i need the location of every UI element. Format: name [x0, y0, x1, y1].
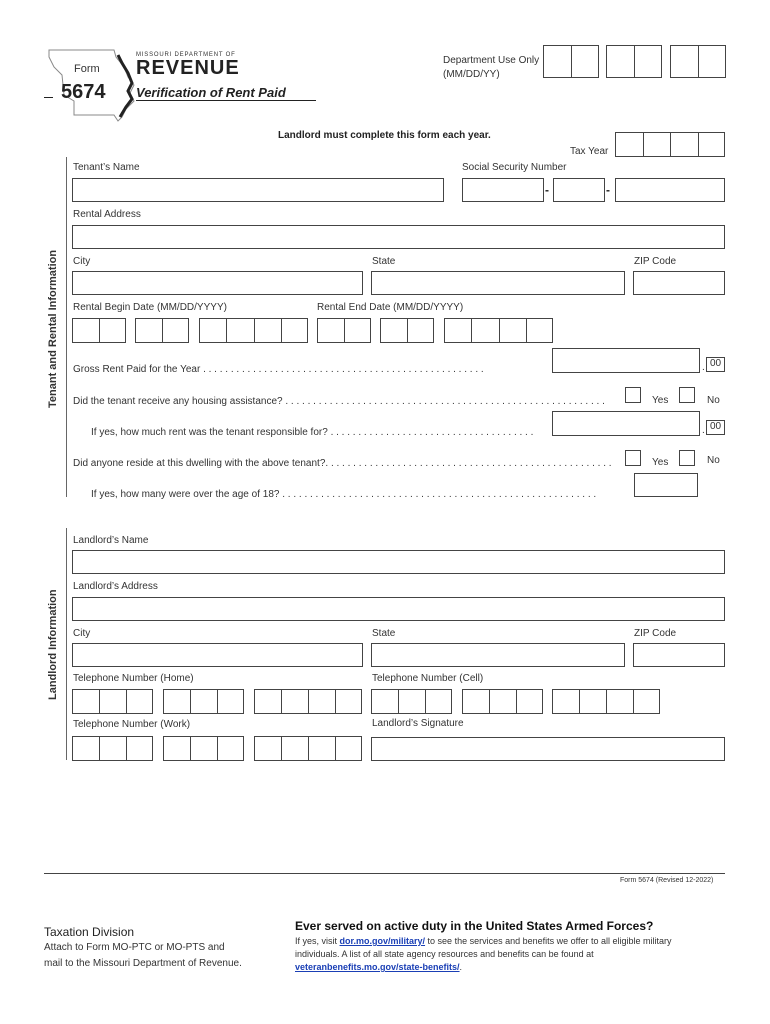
attach-instruction-1: Attach to Form MO-PTC or MO-PTS and	[44, 942, 225, 953]
phone-cell-label: Telephone Number (Cell)	[372, 673, 484, 684]
dept-use-format: (MM/DD/YY)	[443, 69, 500, 80]
form-title: Verification of Rent Paid	[136, 85, 286, 100]
tenant-zip-input[interactable]	[633, 271, 725, 295]
agency-line: MISSOURI DEPARTMENT OF	[136, 52, 236, 58]
tenant-city-label: City	[73, 256, 91, 267]
tenant-section-bracket	[66, 157, 67, 497]
tenant-zip-label: ZIP Code	[634, 256, 677, 267]
tenant-name-label: Tenant’s Name	[73, 162, 140, 173]
over18-question: If yes, how many were over the age of 18? . . . . . . . . . . . . . . . . . . . . . . . . . . . . . . . . . . . . . . . . . . . . . . . . . . . . . . . . .	[91, 489, 597, 500]
begin-date-mm[interactable]	[72, 318, 126, 343]
end-date-mm[interactable]	[317, 318, 371, 343]
landlord-zip-input[interactable]	[633, 643, 725, 667]
assistance-no-checkbox[interactable]	[679, 387, 695, 403]
tenant-city-input[interactable]	[72, 271, 363, 295]
assistance-no-label: No	[707, 395, 720, 406]
tax-year-input[interactable]	[615, 132, 725, 157]
footer-divider	[44, 873, 725, 874]
dept-use-month	[543, 45, 599, 78]
responsible-cents-text: 00	[710, 421, 722, 432]
military-paragraph	[295, 935, 690, 974]
ssn-label: Social Security Number	[462, 162, 567, 173]
military-text-2: to see the services and benefits we offer to all eligible military individuals. A list of all state agency resources and benefits can be found at	[295, 936, 672, 959]
tenant-section-title: Tenant and Rental Information	[47, 249, 59, 408]
reside-question: Did anyone reside at this dwelling with the above tenant?. . . . . . . . . . . . . . . . . . . . . . . . . . . . . . . . . . . . . . . . . . . . . . . . . . . .	[73, 458, 612, 469]
begin-date-dd[interactable]	[135, 318, 189, 343]
phone-home-input[interactable]	[254, 689, 362, 714]
military-text-1: If yes, visit	[295, 936, 340, 946]
responsible-decimal: .	[702, 425, 705, 436]
phone-home-input[interactable]	[163, 689, 244, 714]
title-underline	[136, 100, 316, 101]
landlord-zip-label: ZIP Code	[634, 628, 677, 639]
military-heading: Ever served on active duty in the United States Armed Forces?	[295, 919, 654, 933]
gross-rent-input[interactable]	[552, 348, 700, 373]
form-revision: Form 5674 (Revised 12-2022)	[620, 877, 714, 884]
responsible-rent-input[interactable]	[552, 411, 700, 436]
military-text-3: .	[459, 962, 463, 972]
form-number-dash	[44, 97, 53, 98]
reside-yes-label: Yes	[652, 457, 669, 468]
gross-rent-decimal: .	[702, 362, 705, 373]
landlord-section-bracket	[66, 528, 67, 760]
dept-use-label: Department Use Only	[443, 55, 540, 66]
phone-work-label: Telephone Number (Work)	[73, 719, 191, 730]
tenant-state-label: State	[372, 256, 396, 267]
rental-address-input[interactable]	[72, 225, 725, 249]
ssn-part2-input[interactable]	[553, 178, 605, 202]
phone-home-input[interactable]	[72, 689, 153, 714]
landlord-state-input[interactable]	[371, 643, 625, 667]
gross-rent-label: Gross Rent Paid for the Year . . . . . . . . . . . . . . . . . . . . . . . . . . . . . . . . . . . . . . . . . . . . . . . . . . .	[73, 364, 484, 375]
landlord-city-label: City	[73, 628, 91, 639]
ssn-separator: -	[606, 183, 610, 197]
responsible-question: If yes, how much rent was the tenant responsible for? . . . . . . . . . . . . . . . . . . . . . . . . . . . . . . . . . . . . .	[91, 427, 534, 438]
landlord-state-label: State	[372, 628, 396, 639]
landlord-instruction: Landlord must complete this form each year.	[278, 130, 491, 141]
attach-instruction-2: mail to the Missouri Department of Revenue.	[44, 958, 242, 969]
reside-no-checkbox[interactable]	[679, 450, 695, 466]
phone-work-input[interactable]	[72, 736, 153, 761]
begin-date-label: Rental Begin Date (MM/DD/YYYY)	[73, 302, 227, 313]
begin-date-yyyy[interactable]	[199, 318, 308, 343]
signature-input[interactable]	[371, 737, 725, 761]
landlord-address-input[interactable]	[72, 597, 725, 621]
agency-logo-revenue: REVENUE	[136, 57, 240, 79]
state-benefits-link[interactable]: veteranbenefits.mo.gov/state-benefits/	[295, 962, 460, 972]
reside-yes-checkbox[interactable]	[625, 450, 641, 466]
signature-label: Landlord’s Signature	[372, 718, 464, 729]
phone-cell-input[interactable]	[552, 689, 660, 714]
phone-work-input[interactable]	[254, 736, 362, 761]
end-date-yyyy[interactable]	[444, 318, 553, 343]
taxation-division: Taxation Division	[44, 925, 135, 939]
gross-rent-cents-text: 00	[710, 358, 722, 369]
ssn-separator: -	[545, 183, 549, 197]
tax-year-label: Tax Year	[570, 146, 609, 157]
phone-cell-input[interactable]	[371, 689, 452, 714]
assistance-yes-label: Yes	[652, 395, 669, 406]
assistance-question: Did the tenant receive any housing assistance? . . . . . . . . . . . . . . . . . . . . . . . . . . . . . . . . . . . . . . . . . . . . . . . . . . . . . . . . . .	[73, 396, 605, 407]
end-date-label: Rental End Date (MM/DD/YYYY)	[317, 302, 464, 313]
landlord-city-input[interactable]	[72, 643, 363, 667]
end-date-dd[interactable]	[380, 318, 434, 343]
rental-address-label: Rental Address	[73, 209, 141, 220]
over18-count-input[interactable]	[634, 473, 698, 497]
dept-use-year	[670, 45, 726, 78]
military-link[interactable]: dor.mo.gov/military/	[339, 936, 426, 946]
form-number: 5674	[61, 81, 106, 103]
form-label: Form	[74, 63, 100, 75]
ssn-part1-input[interactable]	[462, 178, 544, 202]
tenant-state-input[interactable]	[371, 271, 625, 295]
assistance-yes-checkbox[interactable]	[625, 387, 641, 403]
landlord-name-input[interactable]	[72, 550, 725, 574]
tenant-name-input[interactable]	[72, 178, 444, 202]
phone-cell-input[interactable]	[462, 689, 543, 714]
landlord-section-title: Landlord Information	[47, 589, 59, 700]
dept-use-day	[606, 45, 662, 78]
phone-work-input[interactable]	[163, 736, 244, 761]
ssn-part3-input[interactable]	[615, 178, 725, 202]
reside-no-label: No	[707, 455, 720, 466]
landlord-name-label: Landlord’s Name	[73, 535, 149, 546]
phone-home-label: Telephone Number (Home)	[73, 673, 194, 684]
landlord-address-label: Landlord’s Address	[73, 581, 158, 592]
